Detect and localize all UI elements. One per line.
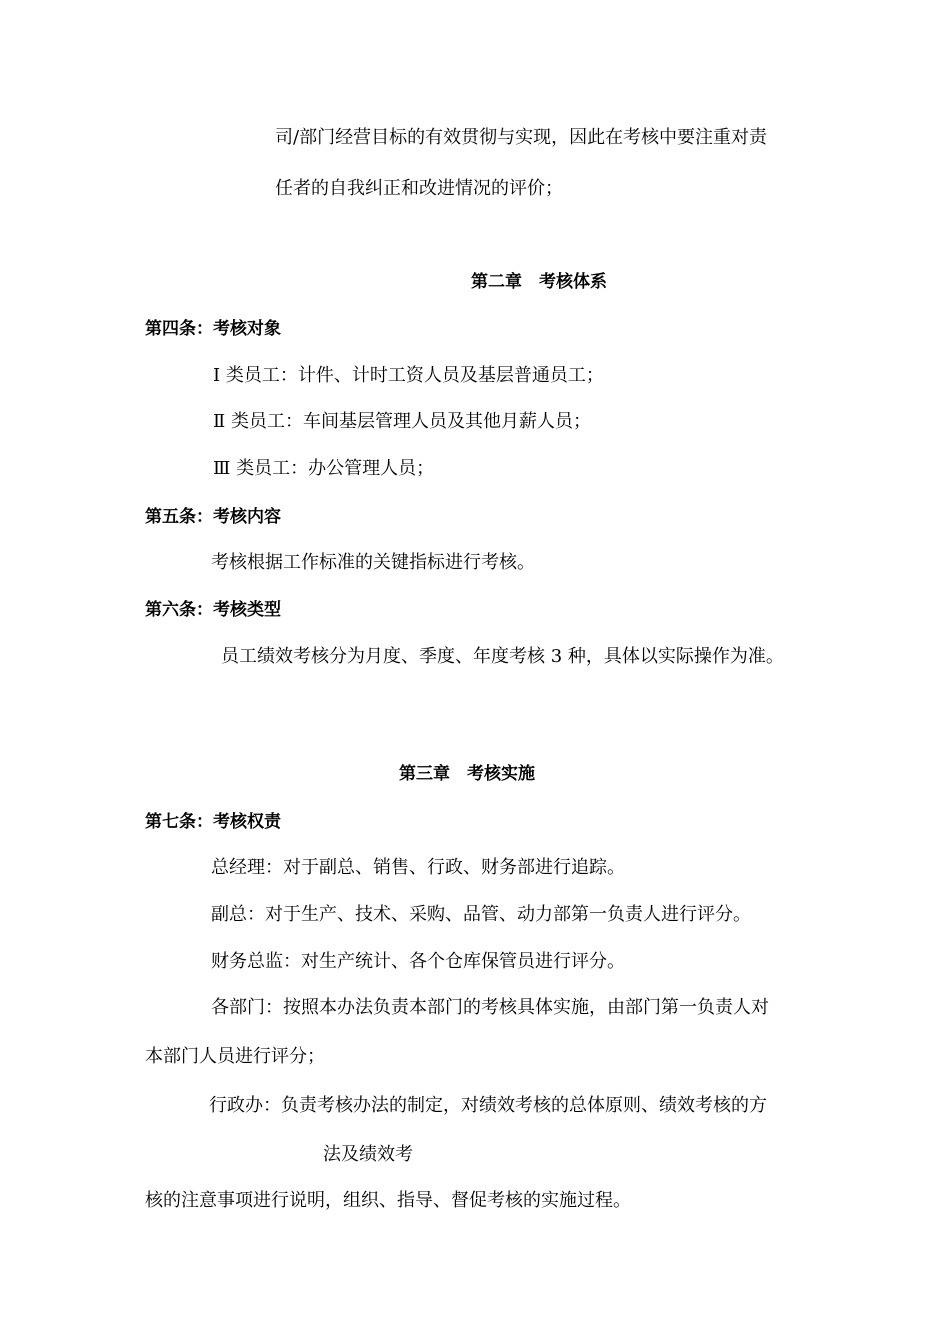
article-4-item-3: Ⅲ 类员工：办公管理人员； xyxy=(213,458,435,479)
article-4-item-2: Ⅱ 类员工：车间基层管理人员及其他月薪人员； xyxy=(213,411,591,432)
article-6-heading: 第六条：考核类型 xyxy=(145,600,281,620)
article-7-item-5: 本部门人员进行评分； xyxy=(145,1046,325,1067)
article-7-item-6: 行政办：负责考核办法的制定，对绩效考核的总体原则、绩效考核的方 xyxy=(209,1095,767,1116)
chapter-2-title: 第二章 考核体系 xyxy=(471,272,607,292)
article-7-heading: 第七条：考核权责 xyxy=(145,812,281,832)
chapter-3-title: 第三章 考核实施 xyxy=(399,764,535,784)
article-4-item-1: Ⅰ 类员工：计件、计时工资人员及基层普通员工； xyxy=(213,365,604,386)
article-6-text: 员工绩效考核分为月度、季度、年度考核 3 种，具体以实际操作为准。 xyxy=(221,646,784,667)
article-5-heading: 第五条：考核内容 xyxy=(145,507,281,527)
article-7-item-7: 法及绩效考 xyxy=(323,1144,413,1165)
article-5-text: 考核根据工作标准的关键指标进行考核。 xyxy=(211,552,535,573)
intro-line-1: 司/部门经营目标的有效贯彻与实现，因此在考核中要注重对责 xyxy=(275,127,768,148)
article-7-item-8: 核的注意事项进行说明，组织、指导、督促考核的实施过程。 xyxy=(145,1190,631,1211)
intro-line-2: 任者的自我纠正和改进情况的评价； xyxy=(275,178,563,199)
article-7-item-3: 财务总监：对生产统计、各个仓库保管员进行评分。 xyxy=(211,951,625,972)
article-7-item-1: 总经理：对于副总、销售、行政、财务部进行追踪。 xyxy=(211,857,625,878)
article-4-heading: 第四条：考核对象 xyxy=(145,319,281,339)
article-7-item-2: 副总：对于生产、技术、采购、品管、动力部第一负责人进行评分。 xyxy=(211,904,751,925)
article-7-item-4: 各部门：按照本办法负责本部门的考核具体实施，由部门第一负责人对 xyxy=(211,997,769,1018)
